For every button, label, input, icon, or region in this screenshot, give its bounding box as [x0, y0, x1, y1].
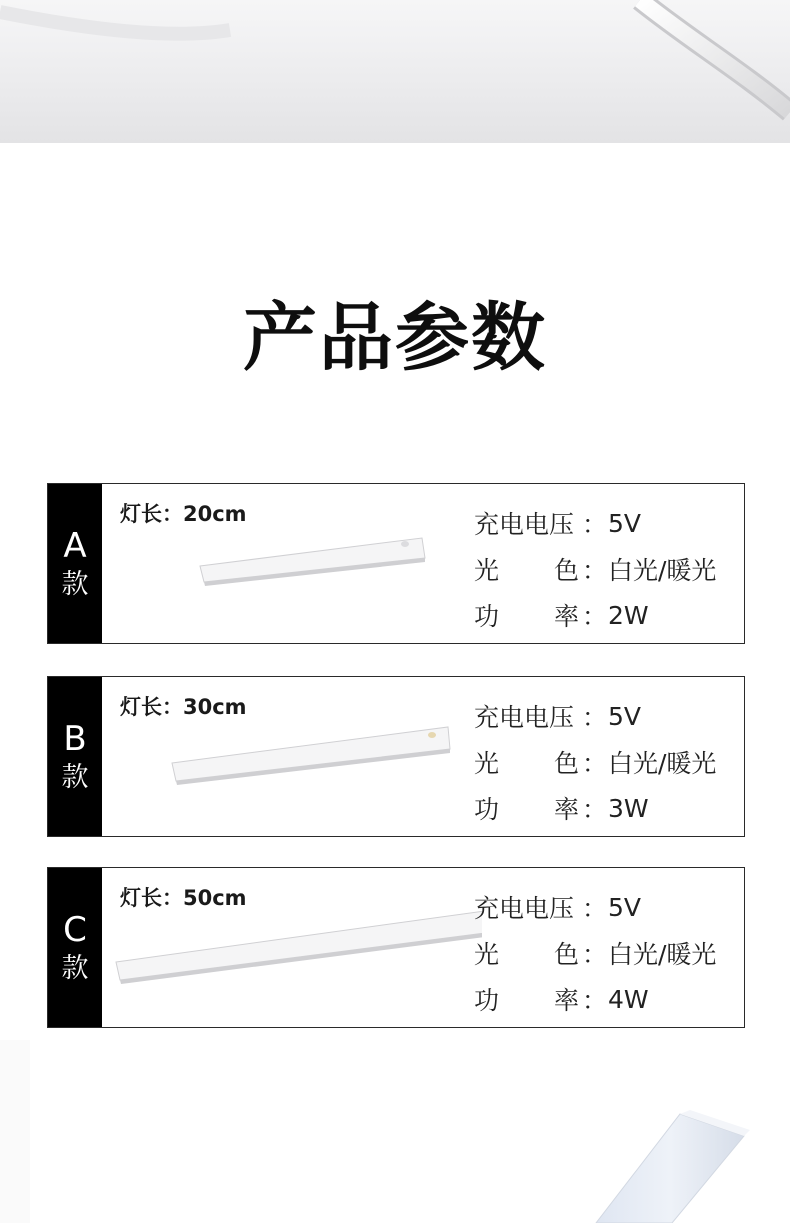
- model-tag: [48, 868, 102, 1027]
- hero-image: [0, 0, 790, 143]
- spec-label: 率: [554, 795, 580, 824]
- cable-photo: [0, 0, 790, 143]
- spec-value: 白光/暖光: [608, 940, 717, 969]
- spec-colon: ：: [582, 510, 608, 539]
- spec-label: 功: [474, 986, 500, 1015]
- spec-value: 4W: [608, 984, 649, 1014]
- spec-label: 功: [474, 795, 500, 824]
- model-tag: [48, 484, 102, 643]
- spec-label: 色: [554, 749, 580, 778]
- lamp-bar-image: [102, 677, 462, 838]
- spec-colon: ：: [582, 795, 608, 824]
- spec-voltage: [474, 500, 716, 546]
- spec-voltage: [474, 884, 716, 930]
- spec-colon: ：: [582, 940, 608, 969]
- spec-card-c: [47, 867, 745, 1028]
- lamp-bar-image: [102, 484, 462, 645]
- model-suffix: 款: [61, 952, 89, 984]
- spec-card-a: [47, 483, 745, 644]
- spec-value: 白光/暖光: [608, 556, 717, 585]
- spec-value: 5V: [608, 701, 642, 731]
- spec-card-b: [47, 676, 745, 837]
- spec-value: 白光/暖光: [608, 749, 717, 778]
- model-letter: C: [63, 909, 87, 950]
- spec-label: 光: [474, 749, 500, 778]
- lamp-length: 灯长：30cm: [120, 695, 247, 719]
- spec-colon: ：: [582, 749, 608, 778]
- spec-label: 色: [554, 556, 580, 585]
- lamp-length: 灯长：20cm: [120, 502, 247, 526]
- spec-label: 光: [474, 940, 500, 969]
- spec-value: 2W: [608, 600, 649, 630]
- model-suffix: 款: [61, 568, 89, 600]
- model-suffix: 款: [61, 761, 89, 793]
- spec-list: [474, 500, 716, 638]
- spec-colon: ：: [582, 556, 608, 585]
- lamp-length: 灯长：50cm: [120, 886, 247, 910]
- spec-label: 功: [474, 602, 500, 631]
- model-tag: [48, 677, 102, 836]
- spec-value: 5V: [608, 508, 642, 538]
- spec-label: 光: [474, 556, 500, 585]
- spec-value: 3W: [608, 793, 649, 823]
- spec-colon: ：: [582, 602, 608, 631]
- lamp-closeup-image: [0, 1040, 790, 1223]
- spec-color: [474, 739, 716, 785]
- spec-label: 充电电压: [474, 703, 575, 732]
- spec-power: [474, 785, 716, 831]
- spec-list: [474, 693, 716, 831]
- spec-value: 5V: [608, 892, 642, 922]
- model-letter: A: [63, 525, 87, 566]
- spec-label: 率: [554, 602, 580, 631]
- spec-colon: ：: [582, 894, 608, 923]
- model-letter: B: [63, 718, 87, 759]
- spec-label: 色: [554, 940, 580, 969]
- spec-colon: ：: [582, 703, 608, 732]
- spec-label: 充电电压: [474, 510, 575, 539]
- spec-power: [474, 976, 716, 1022]
- spec-power: [474, 592, 716, 638]
- spec-label: 充电电压: [474, 894, 575, 923]
- lamp-bar-image: [102, 868, 482, 1029]
- spec-color: [474, 546, 716, 592]
- spec-color: [474, 930, 716, 976]
- spec-label: 率: [554, 986, 580, 1015]
- spec-voltage: [474, 693, 716, 739]
- spec-colon: ：: [582, 986, 608, 1015]
- page-title: 产品参数: [243, 295, 547, 381]
- spec-list: [474, 884, 716, 1022]
